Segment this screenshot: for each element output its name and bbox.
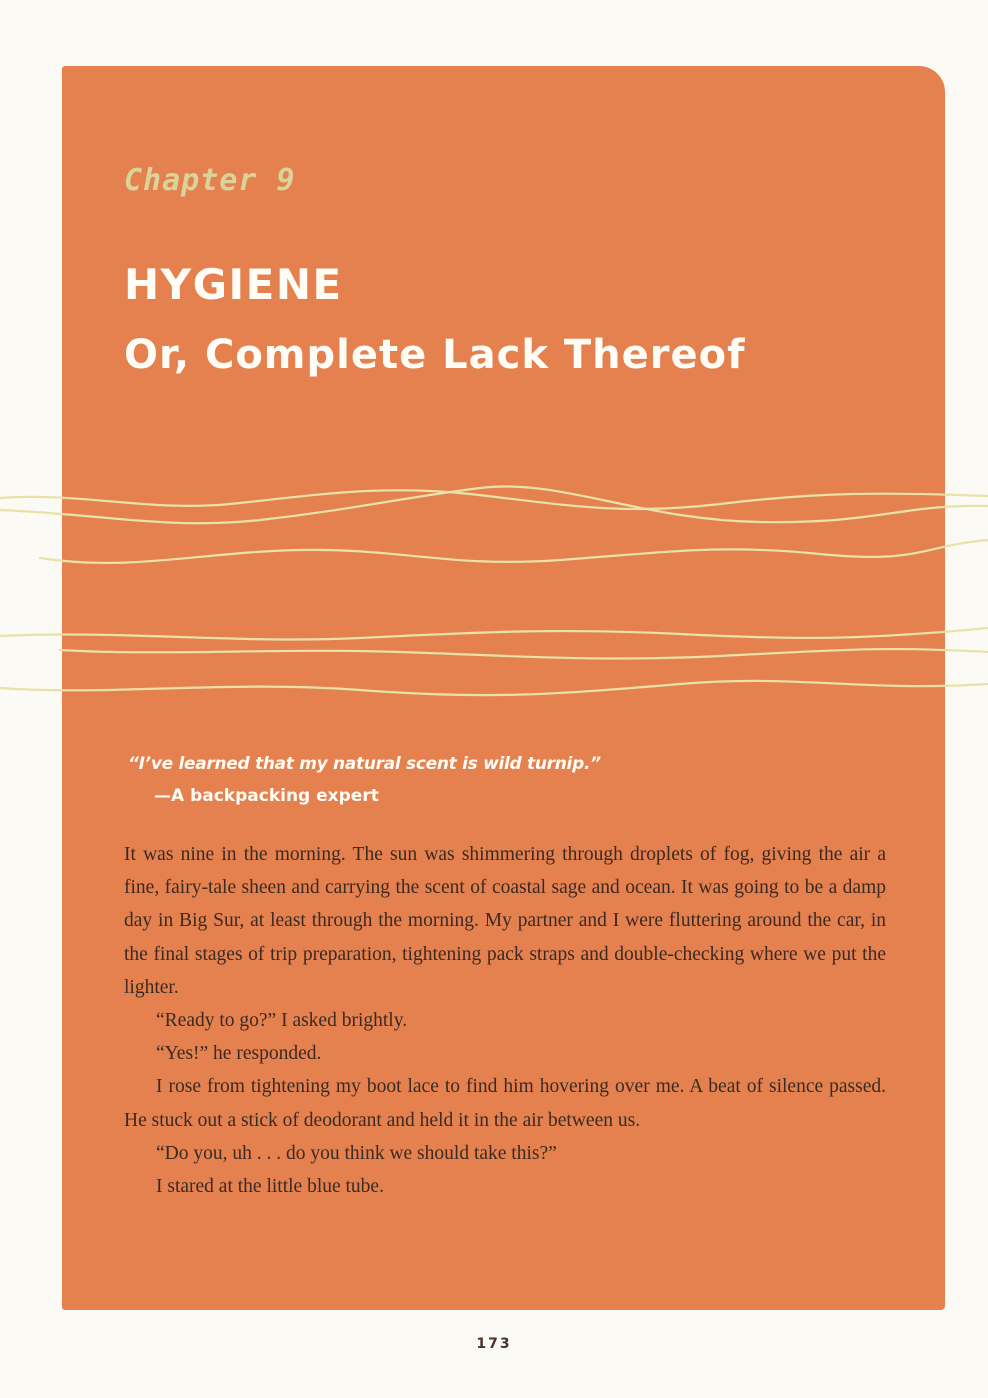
paragraph: It was nine in the morning. The sun was shimmering through droplets of fog, giving the air a fine, fairy-tale sheen and carrying the scent of coastal sage and ocean. It was going to be a damp day in Big Sur, at least through the morning. My partner and I were fluttering around the car, in the final stages of trip preparation, tightening pack straps and double-checking where we put the lighter. <box>124 844 886 998</box>
paragraph: I stared at the little blue tube. <box>156 1176 384 1198</box>
epigraph <box>128 748 601 812</box>
epigraph-attribution: —A backpacking expert <box>154 786 379 806</box>
paragraph: “Yes!” he responded. <box>156 1043 322 1065</box>
paragraph: “Ready to go?” I asked brightly. <box>156 1010 408 1032</box>
chapter-title: HYGIENE <box>124 260 343 309</box>
chapter-label: Chapter 9 <box>124 163 296 198</box>
epigraph-quote: “I’ve learned that my natural scent is wild turnip.” <box>128 754 601 774</box>
page-number: 173 <box>476 1336 512 1352</box>
chapter-subtitle: Or, Complete Lack Thereof <box>124 332 746 378</box>
paragraph: I rose from tightening my boot lace to find him hovering over me. A beat of silence passed. He stuck out a stick of deodorant and held it in the air between us. <box>124 1076 886 1131</box>
paragraph: “Do you, uh . . . do you think we should take this?” <box>156 1142 557 1164</box>
chapter-title-block <box>124 250 745 390</box>
body-text <box>124 838 886 1203</box>
decorative-wave-lines <box>0 470 988 710</box>
